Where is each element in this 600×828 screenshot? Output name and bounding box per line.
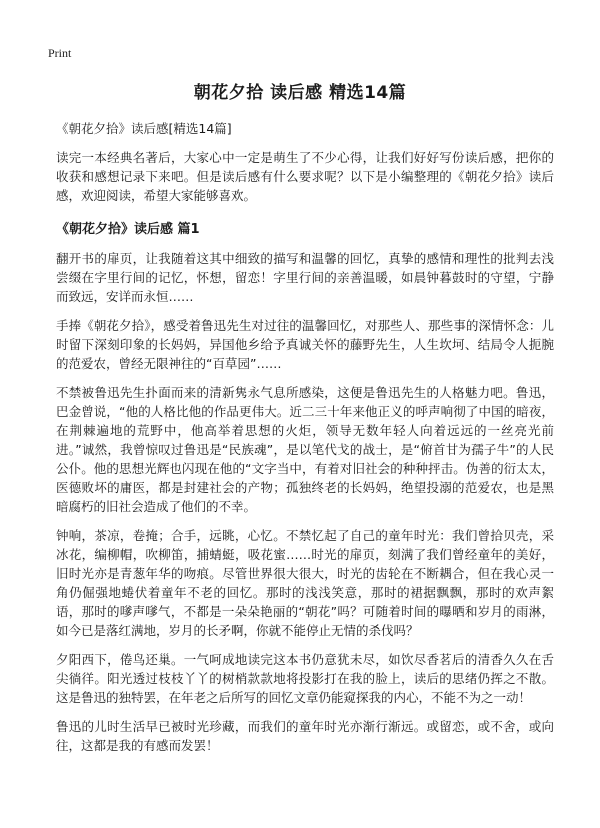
section-heading: 《朝花夕拾》读后感 篇1	[56, 222, 200, 237]
intro-paragraph: 读完一本经典名著后，大家心中一定是萌生了不少心得，让我们好好写份读后感，把你的收获和感想记录下来吧。但是读后感有什么要求呢？以下是小编整理的《朝花夕拾》读后感，欢迎阅读，希望大家能够喜欢。	[56, 150, 554, 203]
article-subtitle: 《朝花夕拾》读后感[精选14篇]	[56, 121, 232, 136]
page-title: 朝花夕拾 读后感 精选14篇	[193, 83, 407, 103]
body-paragraph-4: 钟响，茶凉，卷掩；合手，远眺，心忆。不禁忆起了自己的童年时光：我们曾拾贝壳，采冰花，编柳帽，吹柳笛，捕蜻蜓，吸花蜜……时光的扉页，刻满了我们曾经童年的美好，旧时光亦是青葱年华的吻痕。尽管世界很大很大，时光的齿轮在不断耦合，但在我心灵一角仍倔强地蜷伏着童年不老的回忆。那时的浅浅笑意，那时的裙据飘飘，那时的欢声絮语，那时的嗲声嗲气，不都是一朵朵艳丽的“朝花”吗？可随着时间的曝晒和岁月的雨淋，如今已是落红满地，岁月的长矛啊，你就不能停止无情的杀伐吗？	[56, 528, 554, 638]
body-paragraph-1: 翻开书的扉页，让我随着这其中细致的描写和温馨的回忆，真挚的感情和理性的批判去浅尝缀在字里行间的记忆，怀想，留恋！字里行间的亲善温暖，如晨钟暮鼓时的守望，宁静而致远，安详而永恒……	[56, 251, 554, 304]
body-paragraph-3: 不禁被鲁迅先生扑面而来的清新隽永气息所感染，这便是鲁迅先生的人格魅力吧。鲁迅，巴金曾说，“他的人格比他的作品更伟大。近二三十年来他正义的呼声响彻了中国的暗夜，在荆棘遍地的荒野中，他高举着思想的火炬，领导无数年轻人向着远远的一丝亮光前进。”诚然，我曾惊叹过鲁迅是“民族魂”，是以笔代戈的战士，是“俯首甘为孺子牛”的人民公仆。他的思想光辉也闪现在他的“文字当中，有着对旧社会的种种抨击。伪善的衍太太，医德败坏的庸医，都是封建社会的产物；孤独终老的长妈妈，绝望投溺的范爱农，也是黑暗腐朽的旧社会造成了他们的不幸。	[56, 385, 554, 514]
body-paragraph-6: 鲁迅的儿时生活早已被时光珍藏，而我们的童年时光亦渐行渐远。或留恋，或不舍，或向往，这都是我的有感而发罢！	[56, 719, 554, 753]
body-paragraph-2: 手捧《朝花夕拾》，感受着鲁迅先生对过往的温馨回忆，对那些人、那些事的深情怀念：儿时留下深刻印象的长妈妈，异国他乡给予真诚关怀的藤野先生，人生坎坷、结局令人扼腕的范爱农，曾经无限神往的“百草园”……	[56, 318, 554, 371]
body-paragraph-5: 夕阳西下，倦鸟还巢。一气呵成地读完这本书仍意犹未尽，如饮尽香茗后的清香久久在舌尖徜徉。阳光透过枝枝丫丫的树梢款款地将投影打在我的脸上，读后的思绪仍挥之不散。这是鲁迅的独特罢，在年老之后所写的回忆文章仍能窥探我的内心，不能不为之一动！	[56, 652, 554, 705]
article-body	[56, 120, 554, 765]
print-link[interactable]: Print	[48, 46, 72, 60]
